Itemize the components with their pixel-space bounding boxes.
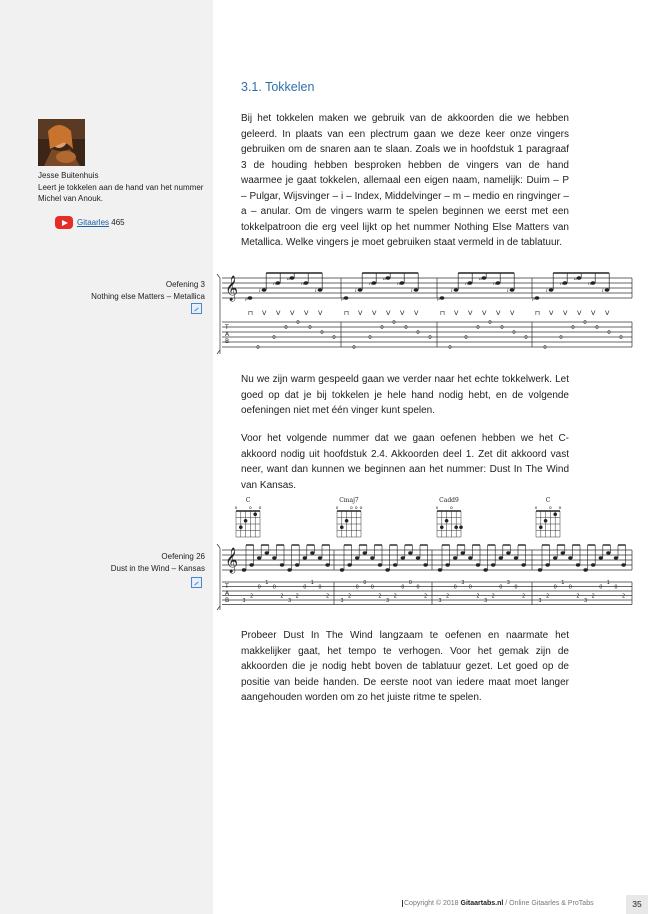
tab-fret: 0 — [296, 320, 300, 326]
stroke-mark: ⊓ — [535, 309, 541, 317]
note-head — [461, 551, 465, 554]
note-head — [621, 563, 625, 566]
footer-tagline: / Online Gitaarles & ProTabs — [503, 900, 594, 907]
tab-fret: 0 — [352, 345, 356, 351]
finger-label: p — [245, 296, 249, 302]
finger-dot — [440, 525, 444, 529]
note-head — [535, 296, 540, 300]
note-head — [440, 296, 445, 300]
note-head — [538, 568, 542, 571]
exercise-26-subtitle: Dust in the Wind – Kansas — [110, 563, 205, 573]
svg-text:𝄞: 𝄞 — [225, 276, 239, 301]
string-mark: o — [549, 506, 552, 511]
note-head — [280, 563, 284, 566]
tab-fret: 1 — [606, 580, 610, 586]
finger-dot — [454, 525, 458, 529]
exercise-3-play-icon[interactable] — [191, 303, 202, 314]
tab-fret: 0 — [543, 345, 547, 351]
video-number: 465 — [111, 218, 125, 227]
tab-fret: 3 — [506, 580, 510, 586]
sidebar — [0, 0, 213, 914]
note-head — [423, 563, 427, 566]
finger-label: m — [560, 281, 565, 287]
finger-dot — [539, 525, 543, 529]
note-head — [453, 556, 457, 559]
stroke-mark: V — [276, 309, 281, 317]
stroke-mark: V — [482, 309, 487, 317]
tab-fret: 0 — [408, 580, 412, 586]
tab-fret: 0 — [416, 330, 420, 336]
svg-text:T: T — [225, 583, 229, 590]
note-head — [401, 556, 405, 559]
tab-fret: 2 — [424, 593, 428, 600]
finger-label: i — [507, 288, 509, 294]
youtube-icon[interactable] — [55, 216, 73, 229]
stroke-mark: V — [358, 309, 363, 317]
intro-paragraph: Bij het tokkelen maken we gebruik van de akkoorden die we hebben geleerd. In plaats van een plectrum gaan we deze keer onze vingers gebruiken om de snaren aan te slaan. Zoals we in hoofdstuk 1 paragraaf 3 de houding hebben besproken hebben de vingers van de hand waarmee je gaat tokkelen, allemaal een eigen naam, namelijk: Duim – P – Pulgar, Wijsvinger – i – Index, Middelvinger – m – medio en ringvinger – a – anular. Om de vingers warm te spelen beginnen we eerst met een tokkelpatroon die erg veel lijkt op het nummer Nothing Else Matters van Metallica. Welke vingers je moet gebruiken staat vermeld in de tablatuur. — [241, 113, 569, 248]
note-head — [491, 563, 495, 566]
tab-fret: 0 — [404, 325, 408, 331]
note-head — [262, 288, 267, 292]
tab-fret: 0 — [318, 584, 322, 591]
note-head — [370, 556, 374, 559]
tab-fret: 3 — [288, 598, 292, 604]
stroke-mark: V — [262, 309, 267, 317]
finger-label: m — [465, 281, 470, 287]
exercise-26-label — [111, 551, 205, 574]
tab-fret: 0 — [355, 584, 359, 591]
stroke-mark: V — [468, 309, 473, 317]
note-head — [591, 563, 595, 566]
note-head — [445, 563, 449, 566]
stroke-mark: ⊓ — [344, 309, 350, 317]
note-head — [358, 288, 363, 292]
finger-dot — [239, 525, 243, 529]
tab-fret: 2 — [250, 593, 254, 600]
note-head — [287, 568, 291, 571]
finger-dot — [459, 525, 463, 529]
stroke-mark: V — [318, 309, 323, 317]
chord-name: Cadd9 — [439, 497, 459, 504]
tab-fret: 2 — [546, 593, 550, 600]
note-head — [386, 276, 391, 280]
tab-fret: 0 — [559, 335, 563, 341]
note-head — [318, 288, 323, 292]
tab-fret: 0 — [524, 335, 528, 341]
author-caption — [38, 170, 210, 205]
string-mark: x — [335, 506, 339, 511]
stroke-mark: V — [290, 309, 295, 317]
finger-label: i — [451, 288, 453, 294]
section-heading: 3.1. Tokkelen — [241, 80, 315, 94]
tab-fret: 3 — [538, 598, 542, 604]
finger-dot — [553, 512, 557, 516]
tab-fret: 0 — [595, 325, 599, 331]
tab-fret: 0 — [401, 584, 405, 591]
note-head — [295, 563, 299, 566]
finger-label: p — [437, 296, 441, 302]
finger-label: i — [315, 288, 317, 294]
stroke-mark: V — [304, 309, 309, 317]
tab-fret: 2 — [576, 593, 580, 600]
note-head — [344, 296, 349, 300]
tab-fret: 0 — [599, 584, 603, 591]
string-mark: o — [350, 506, 353, 511]
tab-fret: 0 — [468, 584, 472, 591]
note-head — [521, 563, 525, 566]
tab-fret: 0 — [476, 325, 480, 331]
string-mark: o — [359, 506, 363, 511]
svg-text:T: T — [225, 324, 229, 331]
exercise-3-subtitle: Nothing else Matters – Metallica — [91, 291, 205, 301]
tab-fret: 0 — [320, 330, 324, 336]
page-number: 35 — [626, 895, 648, 914]
tab-fret: 2 — [446, 593, 450, 600]
note-head — [606, 551, 610, 554]
warmup-paragraph: Nu we zijn warm gespeeld gaan we verder naar het echte tokkelwerk. Let goed op dat je bij tokkelen je hele hand nodig hebt, en de volgende oefeningen niet met één vinger kunt spelen. — [241, 374, 569, 416]
finger-label: a — [383, 276, 386, 282]
note-head — [318, 556, 322, 559]
svg-text:A: A — [225, 331, 230, 338]
note-head — [510, 288, 515, 292]
exercise-3-title: Oefening 3 — [165, 280, 205, 289]
author-photo — [38, 119, 85, 166]
tab-fret: 0 — [303, 584, 307, 591]
footer-brand: Gitaartabs.nl — [460, 900, 504, 907]
tab-fret: 2 — [326, 593, 330, 600]
tab-fret: 1 — [310, 580, 314, 586]
finger-label: i — [602, 288, 604, 294]
note-head — [416, 556, 420, 559]
note-head — [414, 288, 419, 292]
note-head — [545, 563, 549, 566]
practice-paragraph: Probeer Dust In The Wind langzaam te oefenen en naarmate het makkelijker gaat, het tempo te verhogen. Voor het gemak zijn de akkoorden die je nodig hebt boven de tablatuur gezet. Let goed op de positie van beide handen. De eerste noot van iedere maat moet langer aangehouden worden om zo het juiste ritme te spelen. — [241, 630, 569, 703]
stroke-mark: V — [577, 309, 582, 317]
tab-fret: 0 — [380, 325, 384, 331]
tab-fret: 0 — [499, 584, 503, 591]
note-head — [514, 556, 518, 559]
svg-text:B: B — [225, 597, 230, 604]
stroke-mark: V — [414, 309, 419, 317]
chord-diagram-c — [232, 495, 264, 541]
footer-copyright-text: Copyright © 2018 — [404, 900, 459, 907]
tab-fret: 0 — [363, 580, 367, 586]
finger-dot — [340, 525, 344, 529]
svg-text:A: A — [225, 590, 230, 597]
tab-fret: 2 — [491, 593, 495, 600]
note-head — [561, 551, 565, 554]
tab-fret: 3 — [438, 598, 442, 604]
finger-label: a — [574, 276, 577, 282]
note-head — [363, 551, 367, 554]
tab-fret: 3 — [484, 598, 488, 604]
tab-fret: 3 — [386, 598, 390, 604]
note-head — [454, 288, 459, 292]
chord-diagram-cadd9 — [433, 495, 465, 541]
video-link-row — [77, 218, 125, 227]
tab-fret: 0 — [571, 325, 575, 331]
author-description: Leert je tokkelen aan de hand van het nummer Michel van Anouk. — [38, 182, 204, 203]
chord-name: C — [545, 497, 551, 504]
tab-fret: 0 — [488, 320, 492, 326]
exercise-26-play-icon[interactable] — [191, 577, 202, 588]
note-head — [568, 556, 572, 559]
tab-fret: 3 — [340, 598, 344, 604]
note-head — [265, 551, 269, 554]
video-link[interactable]: Gitaarles — [77, 218, 110, 227]
tab-fret: 0 — [619, 335, 623, 341]
tab-fret: 0 — [308, 325, 312, 331]
finger-dot — [345, 519, 349, 523]
note-head — [290, 276, 295, 280]
note-head — [325, 563, 329, 566]
tab-fret: 0 — [500, 325, 504, 331]
string-mark: x — [234, 506, 238, 511]
stroke-mark: V — [372, 309, 377, 317]
note-head — [506, 551, 510, 554]
string-mark: x — [435, 506, 439, 511]
tab-fret: 1 — [265, 580, 269, 586]
tab-fret: 0 — [514, 584, 518, 591]
tab-fret: 0 — [272, 335, 276, 341]
tab-fret: 0 — [453, 584, 457, 591]
tab-fret: 0 — [428, 335, 432, 341]
finger-dot — [244, 519, 248, 523]
string-mark: x — [534, 506, 538, 511]
tab-fret: 2 — [378, 593, 382, 600]
footer-copyright — [402, 900, 594, 907]
note-head — [499, 556, 503, 559]
finger-dot — [253, 512, 257, 516]
tab-fret: 2 — [295, 593, 299, 600]
finger-label: m — [588, 281, 593, 287]
tab-fret: 1 — [561, 580, 565, 586]
note-head — [553, 556, 557, 559]
tab-fret: 0 — [332, 335, 336, 341]
tab-fret: 0 — [568, 584, 572, 591]
note-head — [483, 568, 487, 571]
note-head — [340, 568, 344, 571]
note-head — [355, 556, 359, 559]
tab-fret: 3 — [242, 598, 246, 604]
svg-text:B: B — [225, 338, 230, 345]
note-head — [393, 563, 397, 566]
note-head — [482, 276, 487, 280]
stroke-mark: V — [605, 309, 610, 317]
tab-fret: 0 — [583, 320, 587, 326]
string-mark: o — [558, 506, 562, 511]
stroke-mark: V — [386, 309, 391, 317]
tab-fret: 0 — [272, 584, 276, 591]
tab-fret: 2 — [393, 593, 397, 600]
note-head — [249, 563, 253, 566]
stroke-mark: V — [591, 309, 596, 317]
tab-fret: 0 — [448, 345, 452, 351]
finger-label: p — [341, 296, 345, 302]
string-mark: o — [450, 506, 453, 511]
finger-label: i — [259, 288, 261, 294]
finger-dot — [445, 519, 449, 523]
tab-fret: 0 — [256, 345, 260, 351]
tab-staff-1 — [216, 270, 636, 356]
tab-fret: 0 — [464, 335, 468, 341]
tab-fret: 0 — [368, 335, 372, 341]
finger-label: a — [479, 276, 482, 282]
chord-paragraph: Voor het volgende nummer dat we gaan oefenen hebben we het C-akkoord nodig uit hoofdstuk 2.4. Akkoorden deel 1. Zet dit akkoord vast neer, want dan kunnen we beginnen aan het nummer: Dust In The Wind van Kansas. — [241, 433, 569, 491]
chord-name: Cmaj7 — [339, 497, 359, 504]
exercise-26-title: Oefening 26 — [161, 552, 205, 561]
note-head — [583, 568, 587, 571]
note-head — [438, 568, 442, 571]
tab-fret: 0 — [607, 330, 611, 336]
tab-fret: 0 — [370, 584, 374, 591]
note-head — [347, 563, 351, 566]
chord-diagram-cmaj7 — [333, 495, 365, 541]
note-head — [272, 556, 276, 559]
tab-fret: 0 — [553, 584, 557, 591]
tab-fret: 2 — [348, 593, 352, 600]
tab-fret: 2 — [622, 593, 626, 600]
tab-fret: 0 — [614, 584, 618, 591]
string-mark: o — [258, 506, 262, 511]
tab-fret: 2 — [522, 593, 526, 600]
stroke-mark: V — [496, 309, 501, 317]
finger-label: i — [546, 288, 548, 294]
note-head — [468, 556, 472, 559]
note-head — [385, 568, 389, 571]
note-head — [378, 563, 382, 566]
stroke-mark: V — [549, 309, 554, 317]
finger-label: p — [532, 296, 536, 302]
chord-diagram-c — [532, 495, 564, 541]
stroke-mark: V — [510, 309, 515, 317]
note-head — [577, 276, 582, 280]
note-head — [303, 556, 307, 559]
tab-fret: 2 — [591, 593, 595, 600]
finger-label: m — [273, 281, 278, 287]
note-head — [614, 556, 618, 559]
note-head — [248, 296, 253, 300]
author-name: Jesse Buitenhuis — [38, 171, 99, 180]
string-mark: o — [354, 506, 358, 511]
note-head — [549, 288, 554, 292]
note-head — [599, 556, 603, 559]
note-head — [310, 551, 314, 554]
note-head — [257, 556, 261, 559]
tab-fret: 2 — [476, 593, 480, 600]
tab-fret: 2 — [280, 593, 284, 600]
finger-label: m — [369, 281, 374, 287]
note-head — [576, 563, 580, 566]
tab-fret: 0 — [257, 584, 261, 591]
finger-label: m — [301, 281, 306, 287]
finger-label: i — [355, 288, 357, 294]
stroke-mark: V — [454, 309, 459, 317]
tab-fret: 0 — [416, 584, 420, 591]
note-head — [242, 568, 246, 571]
tab-fret: 3 — [584, 598, 588, 604]
tab-fret: 0 — [284, 325, 288, 331]
tab-fret: 0 — [512, 330, 516, 336]
note-head — [605, 288, 610, 292]
chord-name: C — [245, 497, 251, 504]
finger-label: a — [287, 276, 290, 282]
stroke-mark: V — [563, 309, 568, 317]
stroke-mark: ⊓ — [440, 309, 446, 317]
finger-dot — [544, 519, 548, 523]
tab-staff-2 — [216, 540, 636, 614]
svg-text:𝄞: 𝄞 — [225, 548, 239, 573]
note-head — [476, 563, 480, 566]
stroke-mark: V — [400, 309, 405, 317]
stroke-mark: ⊓ — [248, 309, 254, 317]
tab-fret: 0 — [392, 320, 396, 326]
finger-label: m — [397, 281, 402, 287]
note-head — [408, 551, 412, 554]
tab-fret: 3 — [461, 580, 465, 586]
string-mark: o — [249, 506, 252, 511]
exercise-3-label — [91, 279, 205, 302]
finger-label: m — [493, 281, 498, 287]
finger-label: i — [411, 288, 413, 294]
